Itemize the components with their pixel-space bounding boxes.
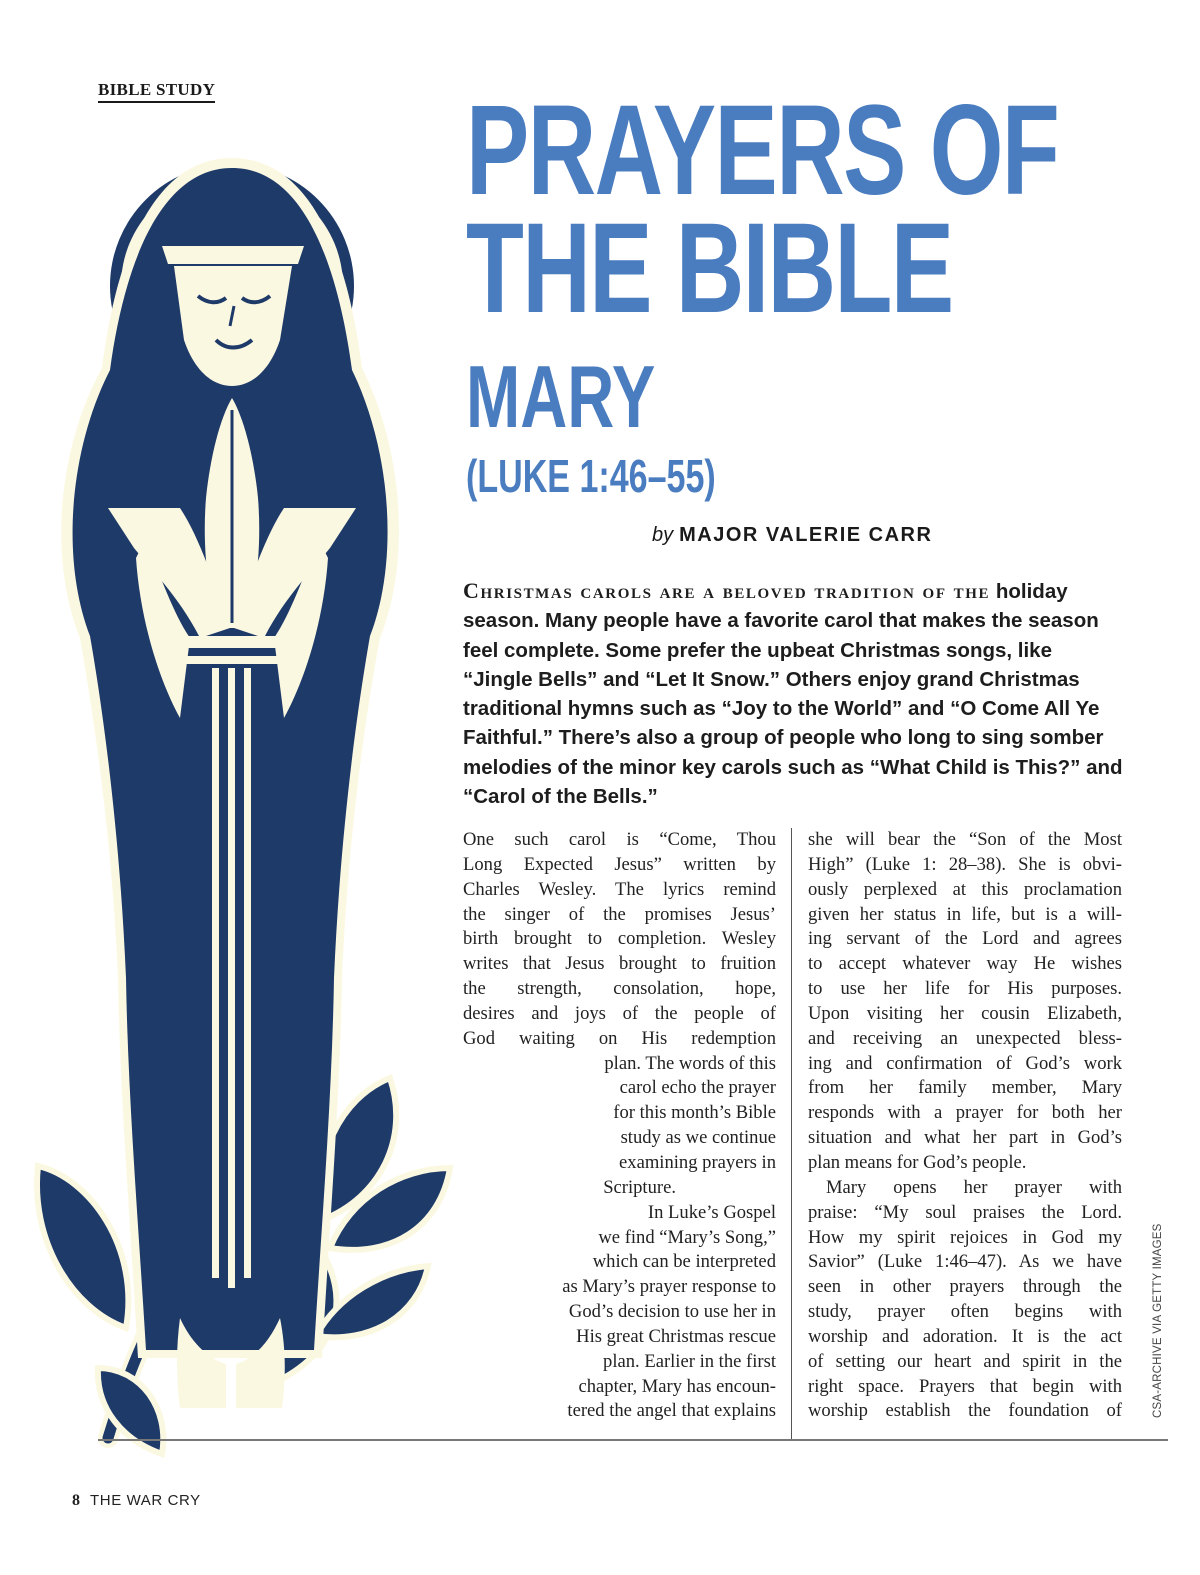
text-line: plan means for God’s people. — [808, 1151, 1027, 1173]
byline-prefix: by — [652, 524, 674, 546]
text-line: His great Christmas rescue — [576, 1325, 776, 1347]
text-line: praise: “My soul praises the Lord. — [808, 1201, 1122, 1223]
text-line: writes that Jesus brought to fruition — [463, 953, 776, 975]
text-line: responds with a prayer for both her — [808, 1102, 1122, 1124]
intro-lead: Christmas carols are a beloved tradition of the — [463, 578, 991, 603]
column-divider — [791, 828, 792, 1440]
text-line: right space. Prayers that begin with — [808, 1375, 1122, 1397]
text-line: study as we continue — [620, 1127, 776, 1149]
text-line: Scripture. — [603, 1176, 676, 1198]
praying-mary-icon — [30, 118, 460, 1458]
text-line: to accept whatever way He wishes — [808, 953, 1122, 975]
text-line: Upon visiting her cousin Elizabeth, — [808, 1002, 1122, 1024]
text-line: seen in other prayers through the — [808, 1276, 1122, 1298]
text-line: study, prayer often begins with — [808, 1301, 1122, 1323]
publication-name: THE WAR CRY — [90, 1492, 201, 1509]
text-line: as Mary’s prayer response to — [562, 1276, 776, 1298]
text-line: In Luke’s Gospel — [647, 1201, 776, 1223]
text-line: Savior” (Luke 1:46–47). As we have — [808, 1251, 1122, 1273]
body-column-1 — [463, 828, 776, 1424]
text-line: from her family member, Mary — [808, 1077, 1122, 1099]
author-name: MAJOR VALERIE CARR — [679, 524, 933, 546]
text-line: tered the angel that explains — [567, 1400, 776, 1422]
text-line: birth brought to completion. Wesley — [463, 928, 776, 950]
title-line-1: PRAYERS OF — [466, 79, 1059, 222]
text-line: given her status in life, but is a will- — [808, 903, 1122, 925]
text-line: plan. Earlier in the first — [603, 1350, 776, 1372]
text-line: the strength, consolation, hope, — [463, 978, 776, 1000]
text-line: One such carol is “Come, Thou — [463, 829, 776, 850]
text-line: which can be interpreted — [592, 1251, 776, 1273]
page-number: 8 — [72, 1492, 80, 1509]
footer-divider — [98, 1439, 1168, 1441]
text-line: she will bear the “Son of the Most — [808, 829, 1122, 850]
text-line: God waiting on His redemption — [463, 1027, 776, 1049]
text-line: God’s decision to use her in — [568, 1301, 776, 1323]
text-line: of setting our heart and spirit in the — [808, 1350, 1122, 1372]
text-line: carol echo the prayer — [619, 1077, 776, 1099]
text-line: ing and confirmation of God’s work — [808, 1052, 1122, 1074]
text-line: ously perplexed at this proclamation — [808, 878, 1122, 900]
section-label: BIBLE STUDY — [98, 80, 215, 103]
text-line: desires and joys of the people of — [463, 1002, 776, 1024]
page-footer — [72, 1492, 201, 1510]
byline — [652, 524, 932, 547]
text-line: High” (Luke 1: 28–38). She is obvi- — [808, 853, 1122, 875]
text-line: the singer of the promises Jesus’ — [463, 903, 776, 925]
text-line: and receiving an unexpected bless- — [808, 1027, 1122, 1049]
photo-credit: CSA-ARCHIVE VIA GETTY IMAGES — [1152, 1223, 1164, 1418]
text-line: ing servant of the Lord and agrees — [808, 928, 1122, 950]
title-line-2: THE BIBLE — [466, 197, 953, 340]
text-line: chapter, Mary has encoun- — [578, 1375, 776, 1397]
text-line: How my spirit rejoices in God my — [808, 1226, 1122, 1248]
text-line: plan. The words of this — [604, 1052, 776, 1074]
text-line: situation and what her part in God’s — [808, 1127, 1122, 1149]
article-subtitle: MARY — [466, 347, 656, 446]
text-line: we find “Mary’s Song,” — [598, 1226, 776, 1248]
text-line: to use her life for His purposes. — [808, 978, 1122, 1000]
intro-text: holiday season. Many people have a favorite carol that makes the season feel complete. Some prefer the upbeat Christmas songs, like “Jingle Bells” and “Let It Snow.” Others enjoy grand Christmas traditional hymns such as “Joy to the World” and “O Come All Ye Faithful.” There’s also a group of people who long to sing somber melodies of the minor key carols such as “What Child is This?” and “Carol of the Bells.” — [463, 580, 1123, 809]
text-line: for this month’s Bible — [613, 1102, 776, 1124]
text-line: Mary opens her prayer with — [826, 1176, 1122, 1198]
text-line: Long Expected Jesus” written by — [463, 853, 776, 875]
article-title — [466, 79, 1059, 340]
body-column-2 — [808, 828, 1122, 1424]
text-line: examining prayers in — [619, 1151, 776, 1173]
text-line: Charles Wesley. The lyrics remind — [463, 878, 776, 900]
intro-paragraph — [463, 576, 1123, 811]
text-line: worship and adoration. It is the act — [808, 1325, 1122, 1347]
text-line: worship establish the foundation of — [808, 1400, 1122, 1422]
scripture-reference: (LUKE 1:46–55) — [466, 450, 716, 502]
